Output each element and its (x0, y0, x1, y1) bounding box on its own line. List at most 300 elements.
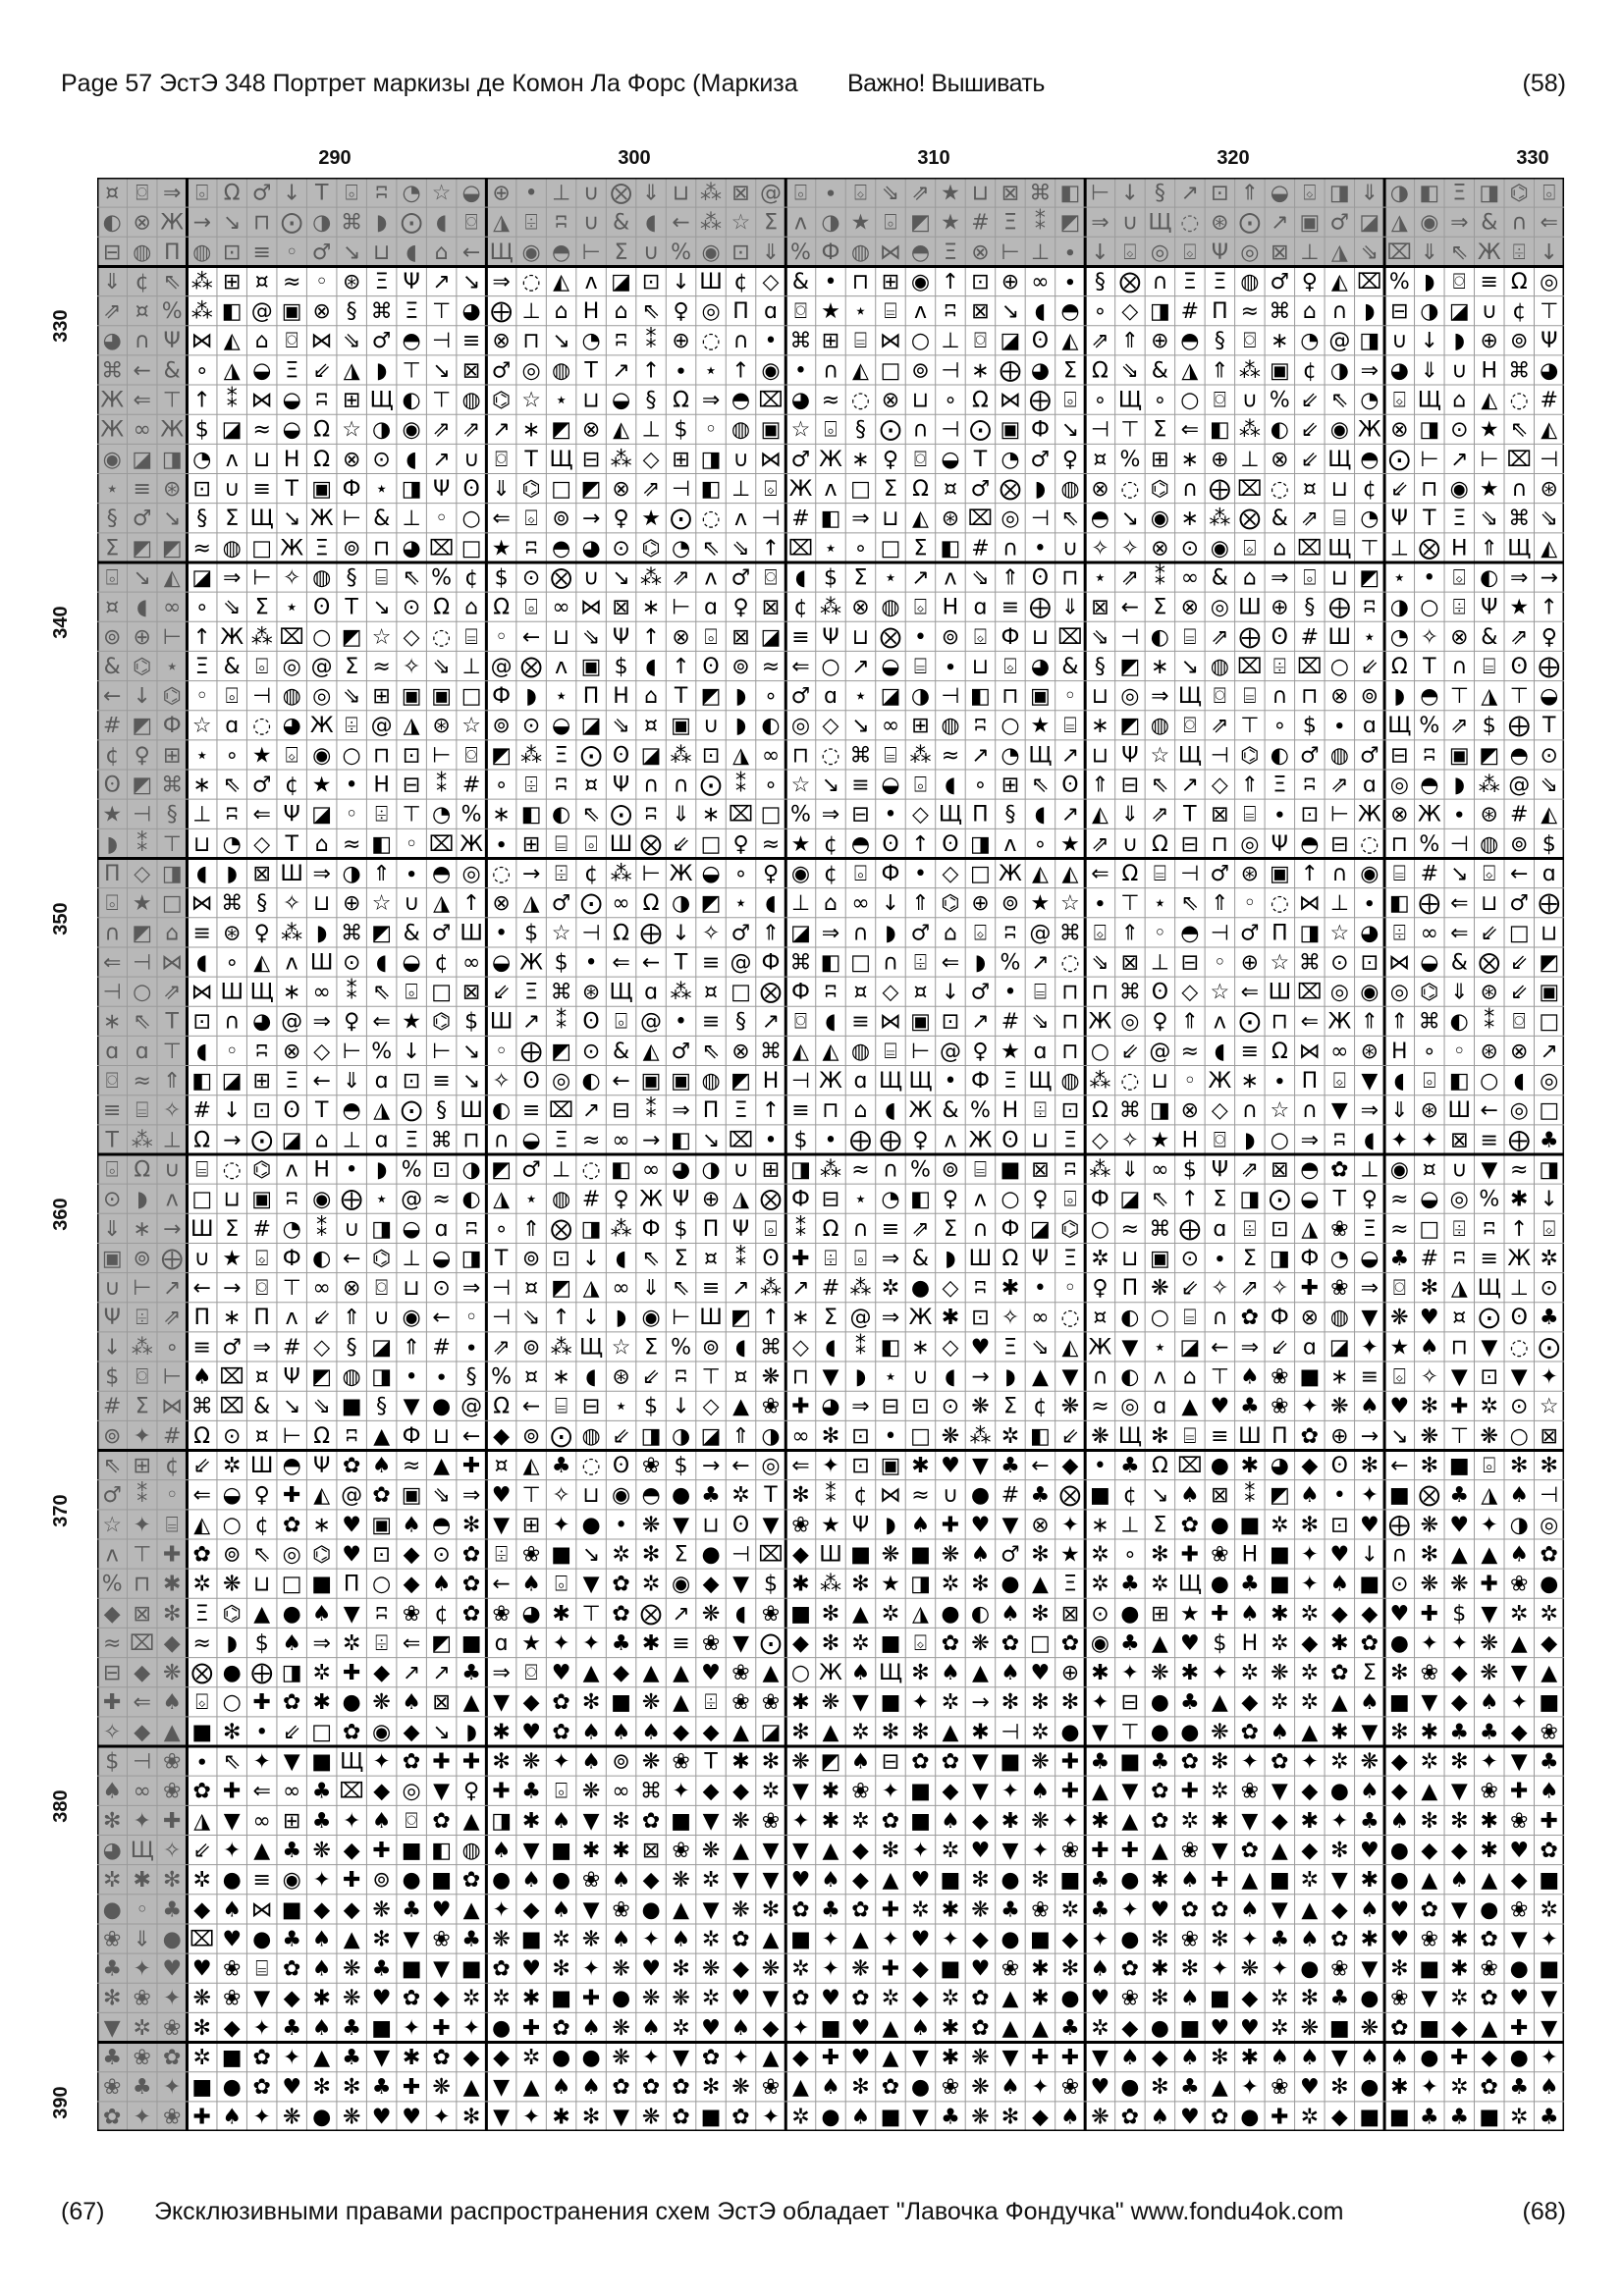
pattern-symbol: ⁂ (1479, 774, 1500, 798)
pattern-symbol: ◐ (1120, 1306, 1139, 1330)
pattern-symbol: ✿ (403, 1987, 420, 2011)
pattern-symbol: ✱ (1361, 1868, 1379, 1893)
pattern-symbol: ☆ (372, 625, 392, 650)
pattern-symbol: ∞ (612, 1276, 629, 1301)
pattern-symbol: ▼ (1121, 1335, 1138, 1360)
pattern-symbol: ⌼ (465, 211, 478, 236)
pattern-symbol: ∩ (972, 1217, 988, 1242)
pattern-symbol: ✧ (283, 891, 300, 916)
pattern-symbol: ❀ (223, 1957, 241, 1982)
pattern-symbol: Ψ (852, 1513, 869, 1537)
pattern-symbol: ↑ (731, 358, 749, 383)
pattern-symbol: ∗ (702, 803, 720, 828)
pattern-symbol: ● (103, 1897, 122, 1922)
pattern-symbol: ∩ (1212, 1306, 1227, 1330)
pattern-symbol: ▲ (1032, 1573, 1049, 1597)
pattern-symbol: ⇐ (942, 950, 959, 975)
pattern-symbol: ♠ (821, 2075, 840, 2100)
pattern-symbol: @ (730, 950, 752, 975)
pattern-symbol: ✿ (612, 1573, 629, 1597)
pattern-symbol: ⌹ (135, 1306, 148, 1330)
pattern-symbol: ◎ (283, 1542, 301, 1567)
pattern-symbol: # (462, 774, 480, 798)
pattern-symbol: ≡ (192, 921, 210, 945)
pattern-symbol: ⊗ (1091, 477, 1109, 502)
pattern-symbol: ʘ (1152, 981, 1168, 1005)
pattern-symbol: ⌻ (555, 1573, 568, 1597)
pattern-symbol: ʌ (166, 1188, 179, 1212)
pattern-symbol: ⌺ (1303, 181, 1316, 205)
pattern-symbol: ∩ (494, 1128, 510, 1152)
pattern-symbol: ∪ (1242, 389, 1258, 413)
pattern-symbol: ◑ (1510, 1513, 1529, 1537)
pattern-symbol: ⊙ (522, 714, 540, 738)
pattern-symbol: ● (1390, 1839, 1409, 1863)
pattern-symbol: ♣ (282, 2016, 301, 2041)
pattern-symbol: ❋ (582, 1927, 600, 1951)
pattern-symbol: ▼ (912, 2105, 929, 2129)
pattern-symbol: ◧ (1210, 418, 1230, 443)
pattern-symbol: ◆ (404, 1542, 420, 1567)
pattern-symbol: ◉ (1420, 211, 1438, 236)
pattern-symbol: ⇐ (612, 950, 629, 975)
pattern-symbol: → (522, 862, 540, 886)
pattern-symbol: ⊚ (134, 1247, 151, 1271)
pattern-symbol: ○ (1420, 596, 1438, 620)
pattern-symbol: Ш (220, 981, 243, 1005)
pattern-symbol: ◦ (1063, 1276, 1076, 1301)
pattern-symbol: ⊚ (702, 1335, 720, 1360)
pattern-symbol: ∞ (1330, 1040, 1348, 1064)
pattern-symbol: ◉ (1360, 862, 1379, 886)
pattern-symbol: ◐ (1120, 1365, 1139, 1390)
pattern-symbol: ≈ (1390, 1217, 1408, 1242)
pattern-symbol: ♥ (372, 2105, 392, 2129)
pattern-symbol: ✿ (1241, 1839, 1259, 1863)
pattern-symbol: ☆ (192, 714, 212, 738)
pattern-symbol: & (1212, 565, 1228, 590)
pattern-symbol: ⌼ (286, 329, 298, 353)
pattern-symbol: ⌺ (1003, 655, 1016, 679)
pattern-symbol: ← (522, 1395, 540, 1419)
pattern-symbol: ◉ (283, 1868, 301, 1893)
pattern-symbol: ✻ (1001, 1690, 1019, 1715)
pattern-symbol: ◆ (1271, 1809, 1288, 1834)
pattern-symbol: ◑ (911, 684, 930, 709)
pattern-symbol: ✚ (163, 1542, 181, 1567)
pattern-symbol: ∗ (1091, 1513, 1109, 1537)
pattern-symbol: ♣ (521, 1780, 541, 1804)
pattern-symbol: Ξ (1452, 507, 1466, 531)
pattern-symbol: ⇖ (1330, 389, 1348, 413)
pattern-symbol: ✚ (103, 1690, 121, 1715)
pattern-symbol: ◆ (852, 1868, 869, 1893)
pattern-symbol: ❋ (283, 2105, 300, 2129)
pattern-symbol: % (1419, 714, 1439, 738)
pattern-symbol: ↑ (672, 655, 689, 679)
pattern-symbol: ✿ (702, 2046, 720, 2070)
pattern-symbol: ✱ (552, 2105, 569, 2129)
pattern-symbol: ★ (402, 1010, 421, 1035)
pattern-symbol: ◗ (945, 1247, 956, 1271)
pattern-symbol: ← (103, 684, 121, 709)
pattern-symbol: ↗ (582, 1098, 600, 1123)
pattern-symbol: Ж (1507, 1247, 1531, 1271)
pattern-symbol: ✦ (762, 2105, 780, 2129)
pattern-symbol: ✻ (971, 1573, 989, 1597)
pattern-symbol: ↗ (971, 743, 989, 768)
pattern-symbol: □ (761, 803, 782, 828)
pattern-symbol: ♣ (372, 2075, 392, 2100)
pattern-symbol: # (103, 1395, 121, 1419)
pattern-symbol: ♣ (1270, 1927, 1289, 1951)
pattern-symbol: ⋈ (760, 448, 782, 472)
pattern-symbol: ⋈ (580, 596, 602, 620)
pattern-symbol: ⨀ (1239, 1010, 1261, 1035)
pattern-symbol: ◌ (1120, 477, 1139, 502)
pattern-symbol: ◌ (1180, 211, 1199, 236)
pattern-symbol: ◮ (1301, 1217, 1318, 1242)
pattern-symbol: ■ (1270, 1542, 1290, 1567)
pattern-symbol: ✿ (1330, 1157, 1348, 1182)
pattern-symbol: ∘ (854, 536, 868, 561)
pattern-symbol: ∗ (134, 1217, 151, 1242)
pattern-symbol: ⊔ (1331, 565, 1348, 590)
pattern-symbol: ∙ (675, 358, 688, 383)
pattern-symbol: ▼ (1451, 1897, 1468, 1922)
pattern-symbol: § (376, 1395, 387, 1419)
pattern-symbol: ■ (1419, 2016, 1439, 2041)
pattern-symbol: ✻ (492, 1750, 510, 1775)
pattern-symbol: ▲ (253, 1839, 270, 1863)
pattern-symbol: ◓ (1180, 921, 1199, 945)
pattern-symbol: ʘ (613, 743, 629, 768)
pattern-symbol: ◍ (462, 1839, 481, 1863)
pattern-symbol: ◌ (1271, 891, 1289, 916)
pattern-symbol: ★ (881, 1573, 900, 1597)
pattern-symbol: ⌼ (1214, 1128, 1226, 1152)
pattern-symbol: ⊔ (1032, 1128, 1049, 1152)
pattern-symbol: ◆ (1331, 2105, 1348, 2129)
pattern-symbol: ◆ (972, 1809, 989, 1834)
pattern-symbol: ✧ (1271, 1276, 1288, 1301)
pattern-symbol: ✦ (942, 1927, 959, 1951)
pattern-symbol: ♣ (1329, 1987, 1349, 2011)
pattern-symbol: ⊡ (552, 1247, 569, 1271)
pattern-symbol: ♀ (1542, 625, 1557, 650)
pattern-symbol: ✿ (1121, 2105, 1139, 2129)
pattern-symbol: ✿ (1211, 1897, 1228, 1922)
pattern-symbol: ● (1060, 1987, 1079, 2011)
pattern-symbol: ■ (881, 2105, 901, 2129)
pattern-symbol: ♣ (1540, 1128, 1559, 1152)
pattern-symbol: ↗ (1061, 803, 1079, 828)
pattern-symbol: Ф (1271, 1306, 1289, 1330)
pattern-symbol: ❀ (1421, 1927, 1438, 1951)
pattern-symbol: ✦ (1301, 1542, 1319, 1567)
pattern-symbol: ⊛ (942, 507, 959, 531)
pattern-symbol: ⊡ (642, 270, 660, 294)
pattern-symbol: # (283, 1335, 300, 1360)
pattern-symbol: ♥ (971, 1839, 991, 1863)
pattern-symbol: ⊕ (492, 181, 510, 205)
pattern-symbol: ◖ (196, 862, 208, 886)
pattern-symbol: ♂ (731, 565, 751, 590)
pattern-symbol: ◧ (821, 507, 841, 531)
pattern-symbol: ✿ (192, 1542, 210, 1567)
pattern-symbol: ʘ (1032, 565, 1049, 590)
pattern-symbol: ◑ (1330, 358, 1349, 383)
pattern-symbol: ⌘ (760, 1335, 782, 1360)
pattern-symbol: ❋ (1481, 1424, 1498, 1449)
pattern-symbol: ▼ (1541, 1987, 1557, 2011)
pattern-symbol: ↑ (942, 270, 959, 294)
pattern-symbol: ● (1240, 2105, 1259, 2129)
pattern-symbol: ◪ (761, 625, 782, 650)
pattern-symbol: ◮ (433, 891, 450, 916)
column-label-320: 320 (1217, 147, 1249, 169)
pattern-symbol: ⊠ (1541, 1424, 1558, 1449)
pattern-symbol: ◕ (1540, 358, 1558, 383)
pattern-symbol: ◌ (851, 389, 870, 413)
pattern-symbol: ⌘ (1269, 299, 1290, 324)
pattern-symbol: ♥ (1180, 1631, 1200, 1656)
pattern-symbol: Т (344, 596, 358, 620)
pattern-symbol: ◆ (1121, 2016, 1138, 2041)
pattern-symbol: Ψ (613, 625, 629, 650)
pattern-symbol: ⇒ (1091, 211, 1109, 236)
pattern-symbol: ⇙ (312, 1306, 330, 1330)
pattern-symbol: ⇓ (1450, 981, 1468, 1005)
pattern-symbol: ◇ (942, 862, 958, 886)
pattern-symbol: ⊞ (134, 1454, 151, 1478)
pattern-symbol: ⌂ (255, 329, 269, 353)
pattern-symbol: ◆ (344, 1897, 360, 1922)
pattern-symbol: ▲ (1001, 2016, 1018, 2041)
pattern-symbol: Ξ (1363, 1217, 1377, 1242)
pattern-symbol: ✲ (1091, 1573, 1109, 1597)
pattern-symbol: ▼ (1511, 1927, 1528, 1951)
pattern-symbol: ★ (521, 1631, 541, 1656)
pattern-symbol: Ш (610, 832, 633, 857)
pattern-symbol: ◇ (643, 448, 660, 472)
pattern-symbol: ⁑ (795, 1216, 806, 1242)
pattern-symbol: ♥ (521, 1720, 541, 1744)
pattern-symbol: ⇑ (403, 1335, 420, 1360)
pattern-symbol: ⋈ (880, 329, 901, 353)
pattern-symbol: ⊡ (851, 1424, 869, 1449)
pattern-symbol: ⇐ (403, 1631, 420, 1656)
pattern-symbol: ◉ (1360, 981, 1379, 1005)
pattern-symbol: ⊗ (283, 1040, 300, 1064)
pattern-symbol: → (223, 1276, 241, 1301)
pattern-symbol: Щ (370, 389, 394, 413)
pattern-symbol: ⁂ (1089, 1069, 1110, 1094)
pattern-symbol: ★ (1480, 418, 1499, 443)
pattern-symbol: ◔ (881, 1188, 899, 1212)
pattern-symbol: ❋ (1330, 1395, 1348, 1419)
pattern-symbol: ❋ (971, 2046, 989, 2070)
pattern-symbol: • (884, 803, 896, 828)
pattern-symbol: ✲ (1061, 1897, 1079, 1922)
pattern-symbol: ⌬ (223, 1602, 242, 1627)
pattern-symbol: ⇓ (492, 477, 510, 502)
pattern-symbol: ▣ (1001, 418, 1021, 443)
pattern-symbol: ← (1510, 862, 1528, 886)
pattern-symbol: ʭ (556, 774, 567, 798)
pattern-symbol: ≈ (1181, 1040, 1199, 1064)
pattern-symbol: ♣ (1540, 2105, 1559, 2129)
pattern-symbol: ♀ (344, 1010, 359, 1035)
pattern-symbol: ↘ (822, 774, 839, 798)
pattern-symbol: ⁑ (826, 1482, 837, 1508)
pattern-symbol: ❀ (582, 1868, 600, 1893)
pattern-symbol: ✿ (552, 1690, 569, 1715)
pattern-symbol: ♥ (222, 1927, 242, 1951)
pattern-symbol: ◩ (342, 625, 362, 650)
pattern-symbol: ✲ (192, 1868, 210, 1893)
pattern-symbol: ❀ (163, 1750, 181, 1775)
pattern-symbol: ❋ (702, 1957, 720, 1982)
pattern-symbol: ⋈ (191, 981, 213, 1005)
pattern-symbol: ◦ (705, 418, 718, 443)
pattern-symbol: ♂ (222, 1335, 242, 1360)
pattern-symbol: ◇ (404, 625, 420, 650)
pattern-symbol: ◆ (912, 1987, 929, 2011)
pattern-symbol: ⌸ (1393, 862, 1406, 886)
pattern-symbol: □ (1539, 1010, 1559, 1035)
pattern-symbol: ❋ (642, 1513, 660, 1537)
pattern-symbol: ⌸ (1243, 684, 1256, 709)
pattern-symbol: ∞ (612, 1128, 629, 1152)
pattern-symbol: ■ (1001, 1750, 1021, 1775)
pattern-symbol: ✿ (372, 1483, 390, 1508)
pattern-symbol: ✲ (1211, 1780, 1228, 1804)
pattern-symbol: ʘ (702, 655, 719, 679)
pattern-symbol: ◮ (1181, 358, 1198, 383)
pattern-symbol: ⇖ (372, 981, 390, 1005)
pattern-symbol: ⊔ (253, 448, 270, 472)
pattern-symbol: ∙ (824, 181, 838, 205)
pattern-symbol: ⨁ (1000, 358, 1021, 383)
pattern-symbol: ◆ (912, 1957, 929, 1982)
pattern-symbol: ◇ (1181, 981, 1198, 1005)
pattern-symbol: ◖ (196, 950, 208, 975)
pattern-symbol: ✦ (403, 2016, 420, 2041)
pattern-symbol: ◧ (1030, 1424, 1051, 1449)
pattern-symbol: • (794, 358, 807, 383)
pattern-symbol: ♠ (581, 2075, 601, 2100)
pattern-symbol: ◩ (1119, 714, 1140, 738)
pattern-symbol: ʭ (256, 1040, 267, 1064)
pattern-symbol: ✱ (492, 1720, 510, 1744)
pattern-symbol: ⌘ (790, 950, 812, 975)
pattern-symbol: ⁂ (132, 1335, 153, 1360)
pattern-symbol: ◒ (223, 1483, 242, 1508)
pattern-symbol: ⇐ (1450, 921, 1468, 945)
pattern-symbol: ♥ (1420, 1306, 1439, 1330)
pattern-symbol: ◕ (103, 1839, 122, 1863)
pattern-symbol: ◪ (761, 1720, 782, 1744)
pattern-symbol: ∞ (1031, 270, 1049, 294)
pattern-symbol: ⨀ (700, 774, 722, 798)
pattern-symbol: ♥ (1449, 1513, 1469, 1537)
pattern-symbol: @ (491, 655, 513, 679)
pattern-symbol: ⌹ (1393, 921, 1406, 945)
pattern-symbol: Ш (699, 1306, 723, 1330)
pattern-symbol: ♠ (1031, 1780, 1051, 1804)
pattern-symbol: ✿ (1330, 1927, 1348, 1951)
pattern-symbol: ◮ (493, 211, 510, 236)
pattern-symbol: ● (911, 2075, 930, 2100)
pattern-symbol: ◪ (132, 448, 152, 472)
pattern-symbol: ✿ (283, 1957, 300, 1982)
pattern-symbol: ∪ (1391, 329, 1407, 353)
pattern-symbol: ○ (1151, 1306, 1169, 1330)
pattern-symbol: ⌬ (1240, 743, 1259, 768)
pattern-symbol: ◗ (376, 358, 388, 383)
pattern-symbol: ✱ (552, 1602, 569, 1627)
pattern-symbol: § (735, 1010, 746, 1035)
pattern-symbol: $ (255, 1631, 269, 1656)
pattern-symbol: Ω (912, 477, 929, 502)
pattern-symbol: ▼ (1331, 1098, 1348, 1123)
pattern-symbol: ⇓ (1421, 358, 1438, 383)
pattern-symbol: ʘ (1511, 1306, 1528, 1330)
pattern-symbol: ∩ (1451, 655, 1467, 679)
pattern-symbol: ɑ (225, 714, 239, 738)
pattern-symbol: ✧ (163, 1839, 181, 1863)
pattern-symbol: ɑ (824, 684, 838, 709)
pattern-symbol: ⇖ (1151, 774, 1168, 798)
pattern-symbol: Т (1422, 655, 1436, 679)
pattern-symbol: ◆ (404, 1720, 420, 1744)
pattern-symbol: ⌘ (1059, 921, 1081, 945)
pattern-symbol: $ (1452, 1602, 1466, 1627)
pattern-symbol: ⊠ (1121, 950, 1139, 975)
pattern-symbol: ❀ (1510, 1573, 1528, 1597)
pattern-symbol: Σ (644, 1335, 658, 1360)
pattern-symbol: Ψ (673, 1188, 689, 1212)
pattern-symbol: ⌻ (1063, 1188, 1076, 1212)
pattern-symbol: ʌ (286, 950, 298, 975)
pattern-symbol: ◧ (222, 299, 243, 324)
pattern-symbol: ⇒ (1151, 684, 1168, 709)
pattern-symbol: Ω (1152, 1454, 1168, 1478)
pattern-symbol: ⋆ (884, 565, 897, 590)
pattern-symbol: ✻ (462, 1513, 480, 1537)
pattern-symbol: ʭ (1364, 596, 1375, 620)
pattern-symbol: ♠ (432, 1573, 452, 1597)
pattern-symbol: ✱ (582, 1839, 600, 1863)
pattern-symbol: ✦ (882, 1927, 899, 1951)
pattern-symbol: ◒ (701, 862, 720, 886)
pattern-symbol: ⊙ (432, 1542, 450, 1567)
pattern-symbol: ¤ (524, 1365, 538, 1390)
pattern-symbol: ⇓ (762, 240, 780, 265)
column-label-290: 290 (318, 147, 351, 169)
pattern-symbol: ⊞ (1151, 1602, 1168, 1627)
pattern-symbol: ♠ (911, 1513, 931, 1537)
pattern-symbol: ◔ (223, 832, 242, 857)
pattern-symbol: ◐ (492, 1098, 511, 1123)
pattern-symbol: Щ (1148, 211, 1171, 236)
pattern-symbol: ✻ (971, 1868, 989, 1893)
pattern-symbol: □ (881, 536, 901, 561)
pattern-symbol: Щ (1178, 684, 1202, 709)
pattern-symbol: ☆ (552, 921, 571, 945)
pattern-symbol: ∘ (1123, 1542, 1137, 1567)
